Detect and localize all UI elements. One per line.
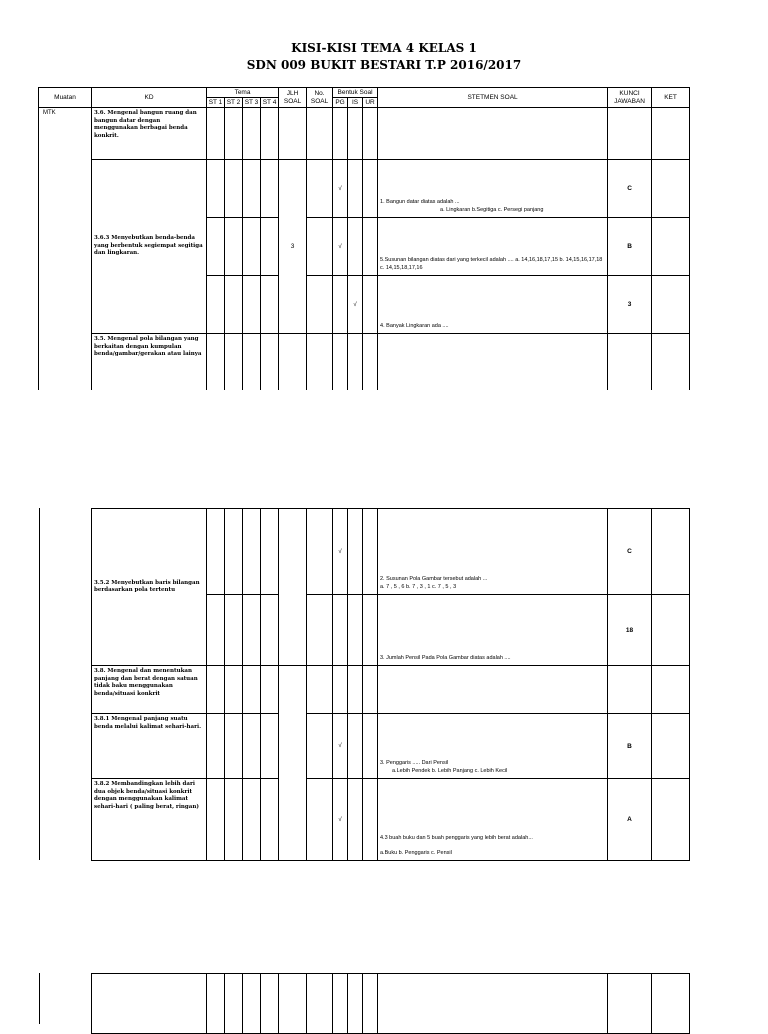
question-p2-3: 3. Penggaris ..... Dari Pensil a.Lebih Pendek b. Lebih Panjang c. Lebih Kecil	[378, 714, 608, 779]
header-st3: ST 3	[243, 98, 261, 108]
header-pg: PG	[333, 98, 348, 108]
page3-left-rule	[39, 973, 40, 1024]
page2-left-rule	[39, 508, 40, 860]
header-st2: ST 2	[225, 98, 243, 108]
page-title-line1: KISI-KISI TEMA 4 KELAS 1	[291, 41, 477, 55]
question-p2-4: 4.3 buah buku dan 5 buah penggaris yang lebih berat adalah... a.Buku b. Penggaris c. Pensil	[378, 779, 608, 861]
header-kd: KD	[92, 88, 207, 108]
answer-key-2: B	[608, 218, 652, 276]
kisi-kisi-table-2	[91, 508, 690, 861]
header-muatan: Muatan	[39, 88, 92, 108]
pg-check-p2-3: √	[333, 714, 348, 779]
question-p2-2: 3. Jumlah Pensil Pada Pola Gambar diatas adalah ....	[378, 595, 608, 666]
question-3: 4. Banyak Lingkaran ada ....	[378, 276, 608, 334]
header-tema: Tema	[207, 88, 279, 98]
answer-key-p2-1: C	[608, 509, 652, 595]
header-stetmen-soal: STETMEN SOAL	[378, 88, 608, 108]
pg-check-1: √	[333, 160, 348, 218]
question-2: 5.Susunan bilangan diatas dari yang terkecil adalah .... a. 14,16,18,17,15 b. 14,15,16,17,18 c. 14,15,18,17,16	[378, 218, 608, 276]
pg-check-p2-1: √	[333, 509, 348, 595]
header-jlh-soal: JLH SOAL	[279, 88, 307, 108]
answer-key-3: 3	[608, 276, 652, 334]
jlh-soal-value: 3	[279, 160, 307, 334]
header-st4: ST 4	[261, 98, 279, 108]
question-p2-1: 2. Susunan Pola Gambar tersebut adalah ... a. 7 , 5 , 6 b. 7 , 3 , 1 c. 7 , 5 , 3	[378, 509, 608, 595]
header-ur: UR	[363, 98, 378, 108]
header-bentuk-soal: Bentuk Soal	[333, 88, 378, 98]
answer-key-p2-4: A	[608, 779, 652, 861]
header-kunci-jawaban: KUNCI JAWABAN	[608, 88, 652, 108]
header-ket: KET	[652, 88, 690, 108]
kd-3-8-1: 3.8.1 Mengenal panjang suatu benda melalui kalimat sehari-hari.	[92, 714, 207, 779]
muatan-mtk: MTK	[39, 108, 92, 390]
header-st1: ST 1	[207, 98, 225, 108]
kisi-kisi-table-3	[91, 973, 690, 1034]
kd-3-8: 3.8. Mengenal dan menentukan panjang dan berat dengan satuan tidak baku menggunakan benda/situasi konkrit	[92, 666, 207, 714]
answer-key-p2-3: B	[608, 714, 652, 779]
kd-3-5: 3.5. Mengenal pola bilangan yang berkaitan dengan kumpulan benda/gambar/gerakan atau lainya	[92, 334, 207, 390]
kisi-kisi-table-1	[38, 87, 690, 390]
pg-check-2: √	[333, 218, 348, 276]
kd-3-6-3: 3.6.3 Menyebutkan benda-benda yang berbentuk segiempat segitiga dan lingkaran.	[92, 160, 207, 334]
question-1: 1. Bangun datar diatas adalah ... a. Lingkaran b.Segitiga c. Persegi panjang	[378, 160, 608, 218]
header-is: IS	[348, 98, 363, 108]
page-title-line2: SDN 009 BUKIT BESTARI T.P 2016/2017	[246, 58, 522, 72]
kd-3-6: 3.6. Mengenal bangun ruang dan bangun datar dengan menggunakan berbagai benda konkrit.	[92, 108, 207, 160]
header-no-soal: No. SOAL	[307, 88, 333, 108]
kd-3-5-2: 3.5.2 Menyebutkan baris bilangan berdasarkan pola tertentu	[92, 509, 207, 666]
answer-key-p2-2: 18	[608, 595, 652, 666]
answer-key-1: C	[608, 160, 652, 218]
pg-check-p2-4: √	[333, 779, 348, 861]
kd-3-8-2: 3.8.2 Membandingkan lebih dari dua objek benda/situasi konkrit dengan menggunakan kalimat sehari-hari ( paling berat, ringan)	[92, 779, 207, 861]
is-check-3: √	[348, 276, 363, 334]
